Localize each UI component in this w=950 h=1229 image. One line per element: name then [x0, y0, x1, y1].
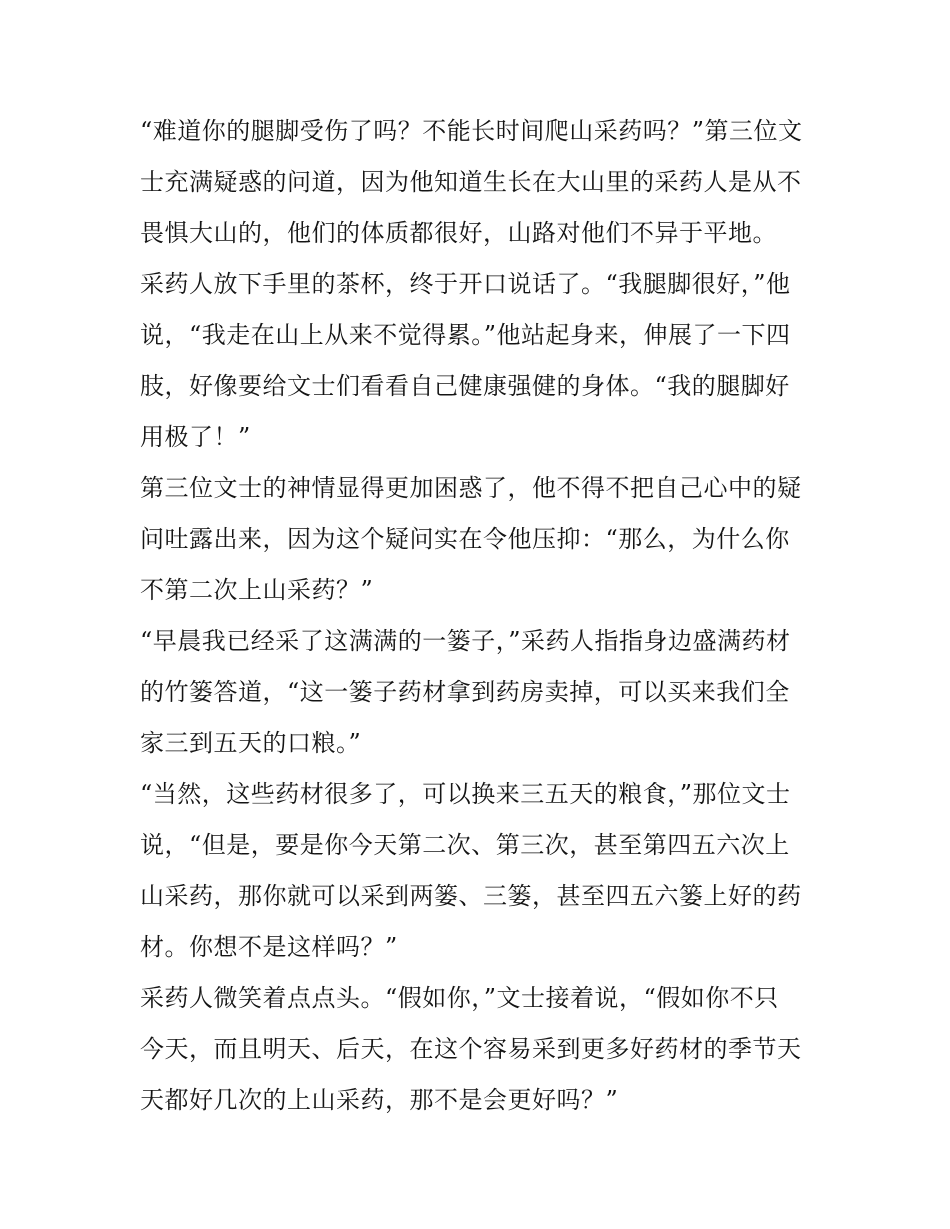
text-line: 材。你想不是这样吗？”: [140, 933, 398, 961]
text-line: 问吐露出来，因为这个疑问实在令他压抑：“那么，为什么你: [140, 525, 790, 553]
text-line: 家三到五天的口粮。”: [140, 729, 362, 757]
story-text: [140, 106, 820, 1126]
text-line: 畏惧大山的，他们的体质都很好，山路对他们不异于平地。: [140, 219, 777, 247]
text-line: “难道你的腿脚受伤了吗？不能长时间爬山采药吗？”第三位文: [140, 117, 803, 145]
text-line: 第三位文士的神情显得更加困惑了，他不得不把自己心中的疑: [140, 474, 802, 502]
text-line: 说，“但是，要是你今天第二次、第三次，甚至第四五六次上: [140, 831, 790, 859]
text-line: 说，“我走在山上从来不觉得累。”他站起身来，伸展了一下四: [140, 321, 791, 349]
text-line: 用极了！”: [140, 423, 251, 451]
text-line: “当然，这些药材很多了，可以换来三五天的粮食，”那位文士: [140, 780, 791, 808]
text-line: 士充满疑惑的问道，因为他知道生长在大山里的采药人是从不: [140, 168, 802, 196]
text-line: 今天，而且明天、后天，在这个容易采到更多好药材的季节天: [140, 1035, 802, 1063]
text-line: 采药人放下手里的茶杯，终于开口说话了。“我腿脚很好，”他: [140, 270, 791, 298]
text-line: 天都好几次的上山采药，那不是会更好吗？”: [140, 1086, 619, 1114]
text-line: “早晨我已经采了这满满的一篓子，”采药人指指身边盛满药材: [140, 627, 791, 655]
text-line: 的竹篓答道，“这一篓子药材拿到药房卖掉，可以买来我们全: [140, 678, 790, 706]
text-line: 不第二次上山采药？”: [140, 576, 374, 604]
text-line: 山采药，那你就可以采到两篓、三篓，甚至四五六篓上好的药: [140, 882, 802, 910]
text-line: 采药人微笑着点点头。“假如你，”文士接着说，“假如你不只: [140, 984, 779, 1012]
text-line: 肢，好像要给文士们看看自己健康强健的身体。“我的腿脚好: [140, 372, 790, 400]
